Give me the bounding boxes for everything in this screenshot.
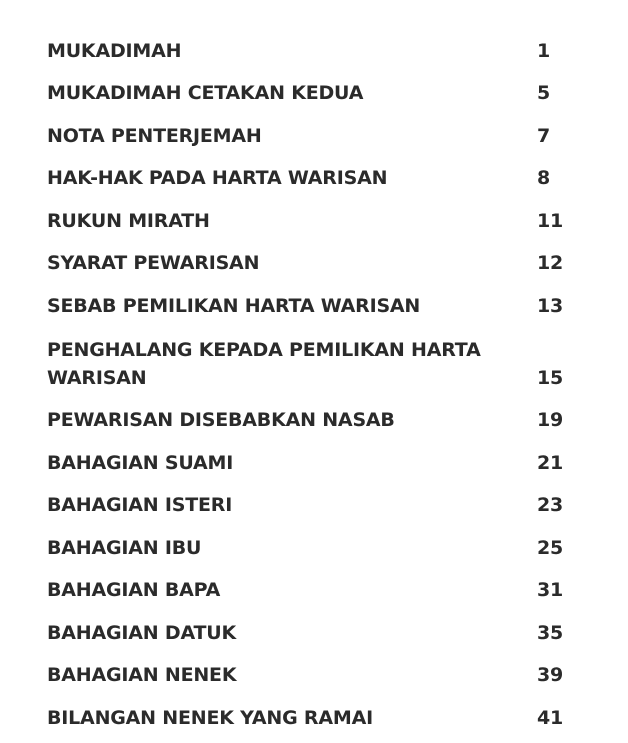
toc-entry-page: 23 xyxy=(537,494,564,516)
toc-entry[interactable] xyxy=(47,434,577,477)
toc-entry-title: PENGHALANG KEPADA PEMILIKAN HARTA WARISAN xyxy=(47,338,481,389)
toc-entry-page: 41 xyxy=(537,706,564,729)
table-of-contents xyxy=(47,22,577,732)
toc-entry-page: 12 xyxy=(537,252,564,274)
toc-entry-page: 13 xyxy=(537,294,564,317)
toc-entry-title: BAHAGIAN NENEK xyxy=(47,664,237,686)
toc-entry[interactable] xyxy=(47,562,577,605)
toc-entry-page: 5 xyxy=(537,82,551,104)
toc-entry-title: MUKADIMAH xyxy=(47,39,182,62)
toc-entry-title: BAHAGIAN DATUK xyxy=(47,621,236,644)
toc-entry-page: 1 xyxy=(537,39,551,62)
toc-entry[interactable] xyxy=(47,192,577,235)
toc-entry-page: 39 xyxy=(537,664,564,686)
toc-entry-title: RUKUN MIRATH xyxy=(47,209,210,232)
toc-entry-title: PEWARISAN DISEBABKAN NASAB xyxy=(47,409,395,431)
toc-entry[interactable] xyxy=(47,647,577,690)
toc-entry-page: 35 xyxy=(537,621,564,644)
toc-entry[interactable] xyxy=(47,689,577,732)
toc-entry-title: MUKADIMAH CETAKAN KEDUA xyxy=(47,82,364,104)
toc-entry-page: 11 xyxy=(537,209,564,232)
toc-entry-page: 25 xyxy=(537,536,564,559)
toc-entry-page: 31 xyxy=(537,579,564,601)
toc-entry-title: HAK-HAK PADA HARTA WARISAN xyxy=(47,167,388,189)
toc-entry-page: 7 xyxy=(537,124,551,147)
toc-entry[interactable] xyxy=(47,604,577,647)
toc-entry[interactable] xyxy=(47,277,577,320)
toc-entry-title: SEBAB PEMILIKAN HARTA WARISAN xyxy=(47,294,421,317)
toc-entry[interactable] xyxy=(47,107,577,150)
toc-entry-title: SYARAT PEWARISAN xyxy=(47,252,260,274)
toc-entry-page: 19 xyxy=(537,409,564,431)
toc-entry[interactable] xyxy=(47,519,577,562)
toc-entry-page: 8 xyxy=(537,167,551,189)
toc-entry[interactable] xyxy=(47,392,577,435)
toc-entry[interactable] xyxy=(47,477,577,520)
toc-entry-page: 21 xyxy=(537,451,564,474)
toc-entry[interactable] xyxy=(47,320,577,392)
toc-entry-title: BAHAGIAN BAPA xyxy=(47,579,221,601)
toc-entry-title: BAHAGIAN IBU xyxy=(47,536,202,559)
toc-entry[interactable] xyxy=(47,235,577,278)
toc-entry-title: BAHAGIAN SUAMI xyxy=(47,451,234,474)
toc-entry-page: 15 xyxy=(537,366,564,389)
toc-entry-title: NOTA PENTERJEMAH xyxy=(47,124,262,147)
toc-entry[interactable] xyxy=(47,65,577,108)
toc-entry[interactable] xyxy=(47,22,577,65)
toc-entry[interactable] xyxy=(47,150,577,193)
toc-entry-title: BILANGAN NENEK YANG RAMAI xyxy=(47,706,373,729)
toc-entry-title: BAHAGIAN ISTERI xyxy=(47,494,233,516)
